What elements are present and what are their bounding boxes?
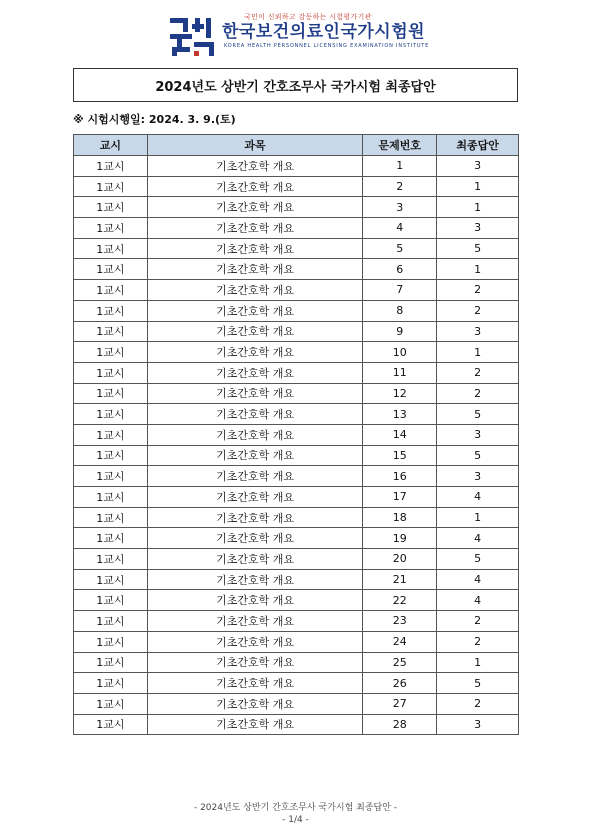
cell-final-answer: 1 — [437, 652, 519, 673]
cell-final-answer: 5 — [437, 404, 519, 425]
cell-final-answer: 3 — [437, 321, 519, 342]
exam-date: ※ 시험시행일: 2024. 3. 9.(토) — [73, 113, 236, 126]
org-name: 한국보건의료인국가시험원 — [222, 22, 426, 42]
cell-final-answer: 2 — [437, 362, 519, 383]
cell-period: 1교시 — [74, 321, 148, 342]
cell-final-answer: 4 — [437, 528, 519, 549]
cell-final-answer: 3 — [437, 218, 519, 239]
table-body — [74, 156, 519, 735]
cell-subject: 기초간호학 개요 — [147, 383, 362, 404]
cell-period: 1교시 — [74, 528, 148, 549]
cell-question-number: 16 — [363, 466, 437, 487]
table-header-row — [74, 135, 519, 156]
table-row — [74, 176, 519, 197]
cell-subject: 기초간호학 개요 — [147, 176, 362, 197]
cell-question-number: 2 — [363, 176, 437, 197]
cell-period: 1교시 — [74, 590, 148, 611]
table-row — [74, 549, 519, 570]
cell-period: 1교시 — [74, 445, 148, 466]
table-row — [74, 487, 519, 508]
cell-question-number: 26 — [363, 673, 437, 694]
cell-period: 1교시 — [74, 631, 148, 652]
cell-period: 1교시 — [74, 404, 148, 425]
cell-final-answer: 2 — [437, 611, 519, 632]
cell-subject: 기초간호학 개요 — [147, 197, 362, 218]
cell-question-number: 15 — [363, 445, 437, 466]
cell-period: 1교시 — [74, 487, 148, 508]
cell-final-answer: 4 — [437, 569, 519, 590]
cell-question-number: 21 — [363, 569, 437, 590]
cell-final-answer: 3 — [437, 156, 519, 177]
cell-subject: 기초간호학 개요 — [147, 362, 362, 383]
cell-period: 1교시 — [74, 383, 148, 404]
kuksiwon-logo-icon — [168, 14, 218, 58]
cell-subject: 기초간호학 개요 — [147, 300, 362, 321]
cell-period: 1교시 — [74, 549, 148, 570]
cell-final-answer: 1 — [437, 197, 519, 218]
answer-table — [73, 134, 519, 735]
table-row — [74, 569, 519, 590]
cell-final-answer: 3 — [437, 466, 519, 487]
cell-period: 1교시 — [74, 693, 148, 714]
cell-subject: 기초간호학 개요 — [147, 342, 362, 363]
cell-subject: 기초간호학 개요 — [147, 321, 362, 342]
table-row — [74, 466, 519, 487]
cell-subject: 기초간호학 개요 — [147, 507, 362, 528]
cell-subject: 기초간호학 개요 — [147, 466, 362, 487]
cell-subject: 기초간호학 개요 — [147, 569, 362, 590]
cell-period: 1교시 — [74, 362, 148, 383]
cell-subject: 기초간호학 개요 — [147, 404, 362, 425]
cell-question-number: 3 — [363, 197, 437, 218]
cell-final-answer: 5 — [437, 673, 519, 694]
table-row — [74, 321, 519, 342]
cell-question-number: 28 — [363, 714, 437, 735]
cell-question-number: 9 — [363, 321, 437, 342]
logo-tagline: 국민이 신뢰하고 감동하는 시험평가기관 — [244, 13, 372, 21]
cell-question-number: 1 — [363, 156, 437, 177]
cell-question-number: 20 — [363, 549, 437, 570]
cell-question-number: 5 — [363, 238, 437, 259]
table-row — [74, 507, 519, 528]
document-title: 2024년도 상반기 간호조무사 국가시험 최종답안 — [73, 68, 518, 102]
cell-final-answer: 2 — [437, 280, 519, 301]
cell-period: 1교시 — [74, 280, 148, 301]
table-row — [74, 424, 519, 445]
table-row — [74, 156, 519, 177]
cell-period: 1교시 — [74, 424, 148, 445]
table-row — [74, 259, 519, 280]
cell-question-number: 24 — [363, 631, 437, 652]
cell-subject: 기초간호학 개요 — [147, 487, 362, 508]
cell-period: 1교시 — [74, 197, 148, 218]
cell-period: 1교시 — [74, 611, 148, 632]
cell-period: 1교시 — [74, 569, 148, 590]
column-header-question-number: 문제번호 — [363, 135, 437, 156]
column-header-subject: 과목 — [147, 135, 362, 156]
table-row — [74, 631, 519, 652]
cell-period: 1교시 — [74, 218, 148, 239]
cell-question-number: 4 — [363, 218, 437, 239]
cell-period: 1교시 — [74, 342, 148, 363]
table-row — [74, 280, 519, 301]
cell-subject: 기초간호학 개요 — [147, 611, 362, 632]
cell-final-answer: 5 — [437, 445, 519, 466]
cell-final-answer: 1 — [437, 176, 519, 197]
cell-question-number: 10 — [363, 342, 437, 363]
page-number: - 1/4 - — [282, 815, 309, 825]
table-row — [74, 673, 519, 694]
cell-final-answer: 3 — [437, 424, 519, 445]
footer-title: - 2024년도 상반기 간호조무사 국가시험 최종답안 - — [193, 803, 398, 813]
cell-final-answer: 1 — [437, 259, 519, 280]
table-row — [74, 445, 519, 466]
table-row — [74, 652, 519, 673]
column-header-final-answer: 최종답안 — [437, 135, 519, 156]
cell-question-number: 12 — [363, 383, 437, 404]
column-header-period: 교시 — [74, 135, 148, 156]
cell-question-number: 14 — [363, 424, 437, 445]
table-row — [74, 218, 519, 239]
cell-period: 1교시 — [74, 176, 148, 197]
cell-period: 1교시 — [74, 652, 148, 673]
cell-final-answer: 5 — [437, 549, 519, 570]
cell-final-answer: 2 — [437, 300, 519, 321]
table-row — [74, 590, 519, 611]
cell-final-answer: 4 — [437, 487, 519, 508]
cell-period: 1교시 — [74, 714, 148, 735]
cell-subject: 기초간호학 개요 — [147, 424, 362, 445]
cell-period: 1교시 — [74, 259, 148, 280]
cell-subject: 기초간호학 개요 — [147, 693, 362, 714]
cell-final-answer: 4 — [437, 590, 519, 611]
cell-question-number: 19 — [363, 528, 437, 549]
cell-subject: 기초간호학 개요 — [147, 445, 362, 466]
table-row — [74, 197, 519, 218]
cell-question-number: 18 — [363, 507, 437, 528]
cell-question-number: 13 — [363, 404, 437, 425]
cell-question-number: 8 — [363, 300, 437, 321]
cell-question-number: 7 — [363, 280, 437, 301]
logo-text — [224, 12, 434, 50]
cell-subject: 기초간호학 개요 — [147, 156, 362, 177]
cell-subject: 기초간호학 개요 — [147, 590, 362, 611]
table-row — [74, 362, 519, 383]
cell-question-number: 25 — [363, 652, 437, 673]
cell-final-answer: 2 — [437, 383, 519, 404]
cell-subject: 기초간호학 개요 — [147, 673, 362, 694]
cell-subject: 기초간호학 개요 — [147, 259, 362, 280]
org-name-english: KOREA HEALTH PERSONNEL LICENSING EXAMINATION INSTITUTE — [224, 43, 430, 49]
table-row — [74, 300, 519, 321]
table-row — [74, 342, 519, 363]
cell-final-answer: 1 — [437, 507, 519, 528]
table-row — [74, 714, 519, 735]
cell-subject: 기초간호학 개요 — [147, 631, 362, 652]
cell-period: 1교시 — [74, 466, 148, 487]
cell-question-number: 11 — [363, 362, 437, 383]
cell-period: 1교시 — [74, 673, 148, 694]
cell-subject: 기초간호학 개요 — [147, 714, 362, 735]
table-row — [74, 528, 519, 549]
cell-question-number: 17 — [363, 487, 437, 508]
table-row — [74, 404, 519, 425]
cell-final-answer: 1 — [437, 342, 519, 363]
cell-question-number: 6 — [363, 259, 437, 280]
cell-period: 1교시 — [74, 156, 148, 177]
cell-subject: 기초간호학 개요 — [147, 528, 362, 549]
cell-subject: 기초간호학 개요 — [147, 238, 362, 259]
cell-period: 1교시 — [74, 507, 148, 528]
cell-subject: 기초간호학 개요 — [147, 652, 362, 673]
cell-final-answer: 5 — [437, 238, 519, 259]
cell-final-answer: 3 — [437, 714, 519, 735]
header — [168, 12, 428, 58]
cell-final-answer: 2 — [437, 693, 519, 714]
cell-question-number: 27 — [363, 693, 437, 714]
cell-subject: 기초간호학 개요 — [147, 218, 362, 239]
cell-question-number: 23 — [363, 611, 437, 632]
table-row — [74, 238, 519, 259]
cell-final-answer: 2 — [437, 631, 519, 652]
cell-subject: 기초간호학 개요 — [147, 280, 362, 301]
table-row — [74, 693, 519, 714]
cell-period: 1교시 — [74, 300, 148, 321]
table-row — [74, 611, 519, 632]
cell-subject: 기초간호학 개요 — [147, 549, 362, 570]
table-row — [74, 383, 519, 404]
cell-period: 1교시 — [74, 238, 148, 259]
cell-question-number: 22 — [363, 590, 437, 611]
